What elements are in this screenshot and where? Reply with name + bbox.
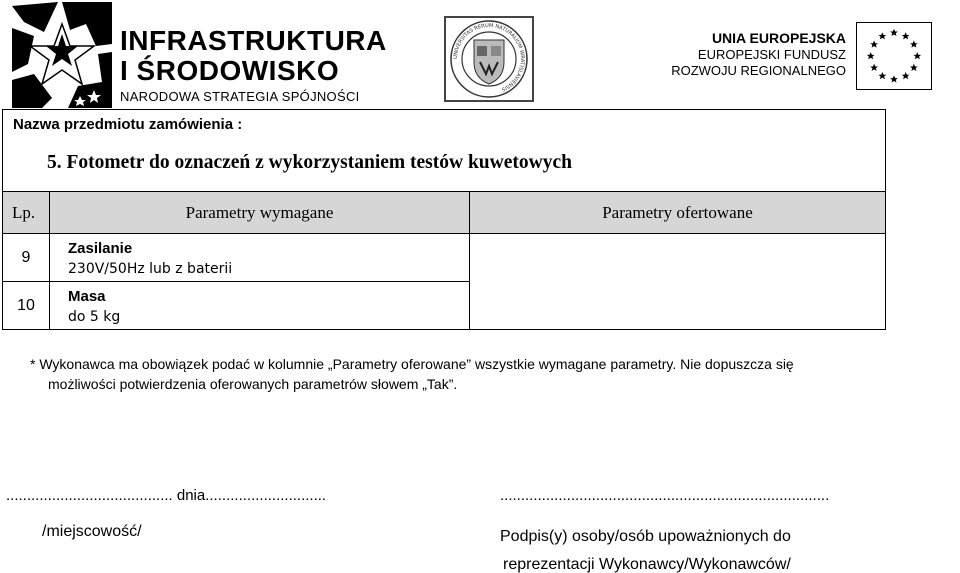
contractor-note (30, 354, 930, 394)
place-date-field[interactable]: ........................................ dnia............................. (6, 487, 327, 504)
note-line1: * Wykonawca ma obowiązek podać w kolumnie „Parametry oferowane” wszystkie wymagane parametry. Nie dopuszcza się (30, 356, 794, 372)
row-lp: 9 (3, 234, 50, 282)
logo-subtitle: NARODOWA STRATEGIA SPÓJNOŚCI (120, 89, 360, 104)
signature-label-line2: reprezentacji Wykonawcy/Wykonawców/ (503, 556, 791, 573)
signature-label-line1: Podpis(y) osoby/osób upoważnionych do (500, 528, 791, 545)
offered-parameters-cell[interactable] (470, 234, 886, 330)
eu-flag-icon (856, 22, 932, 90)
row-required (50, 234, 470, 282)
note-line2: możliwości potwierdzenia oferowanych parametrów słowem „Tak”. (48, 376, 458, 392)
signature-field[interactable]: ............................................................................... (500, 487, 830, 504)
param-value: 230V/50Hz lub z baterii (68, 260, 233, 277)
order-title-box (2, 109, 886, 192)
eu-fund-text (662, 30, 846, 79)
university-seal-icon (444, 16, 534, 102)
place-label: /miejscowość/ (42, 523, 142, 540)
table-row (3, 234, 886, 282)
header-required: Parametry wymagane (50, 192, 470, 234)
table-header-row (3, 192, 886, 234)
svg-text:UNIVERSITAS RERUM NATURALIUM W: UNIVERSITAS RERUM NATURALIUM WRATISLAVIENSIS (452, 22, 526, 93)
header-offered: Parametry ofertowane (470, 192, 886, 234)
eu-line2: EUROPEJSKI FUNDUSZ (697, 47, 846, 62)
row-lp: 10 (3, 282, 50, 330)
parameters-table (2, 191, 886, 330)
signature-label (500, 523, 840, 573)
item-title: 5. Fotometr do oznaczeń z wykorzystaniem testów kuwetowych (47, 152, 572, 173)
header-lp: Lp. (3, 192, 50, 234)
eu-line1: UNIA EUROPEJSKA (711, 30, 846, 46)
star-emblem-icon (12, 2, 112, 108)
param-name: Masa (68, 287, 106, 305)
row-required (50, 282, 470, 330)
infrastruktura-logo (12, 2, 387, 108)
logo-title-line2: I ŚRODOWISKO (120, 55, 340, 86)
eu-line3: ROZWOJU REGIONALNEGO (671, 63, 846, 78)
order-label: Nazwa przedmiotu zamówienia : (13, 116, 243, 133)
param-value: do 5 kg (68, 308, 121, 325)
logo-title-line1: INFRASTRUKTURA (120, 25, 387, 56)
param-name: Zasilanie (68, 239, 133, 257)
